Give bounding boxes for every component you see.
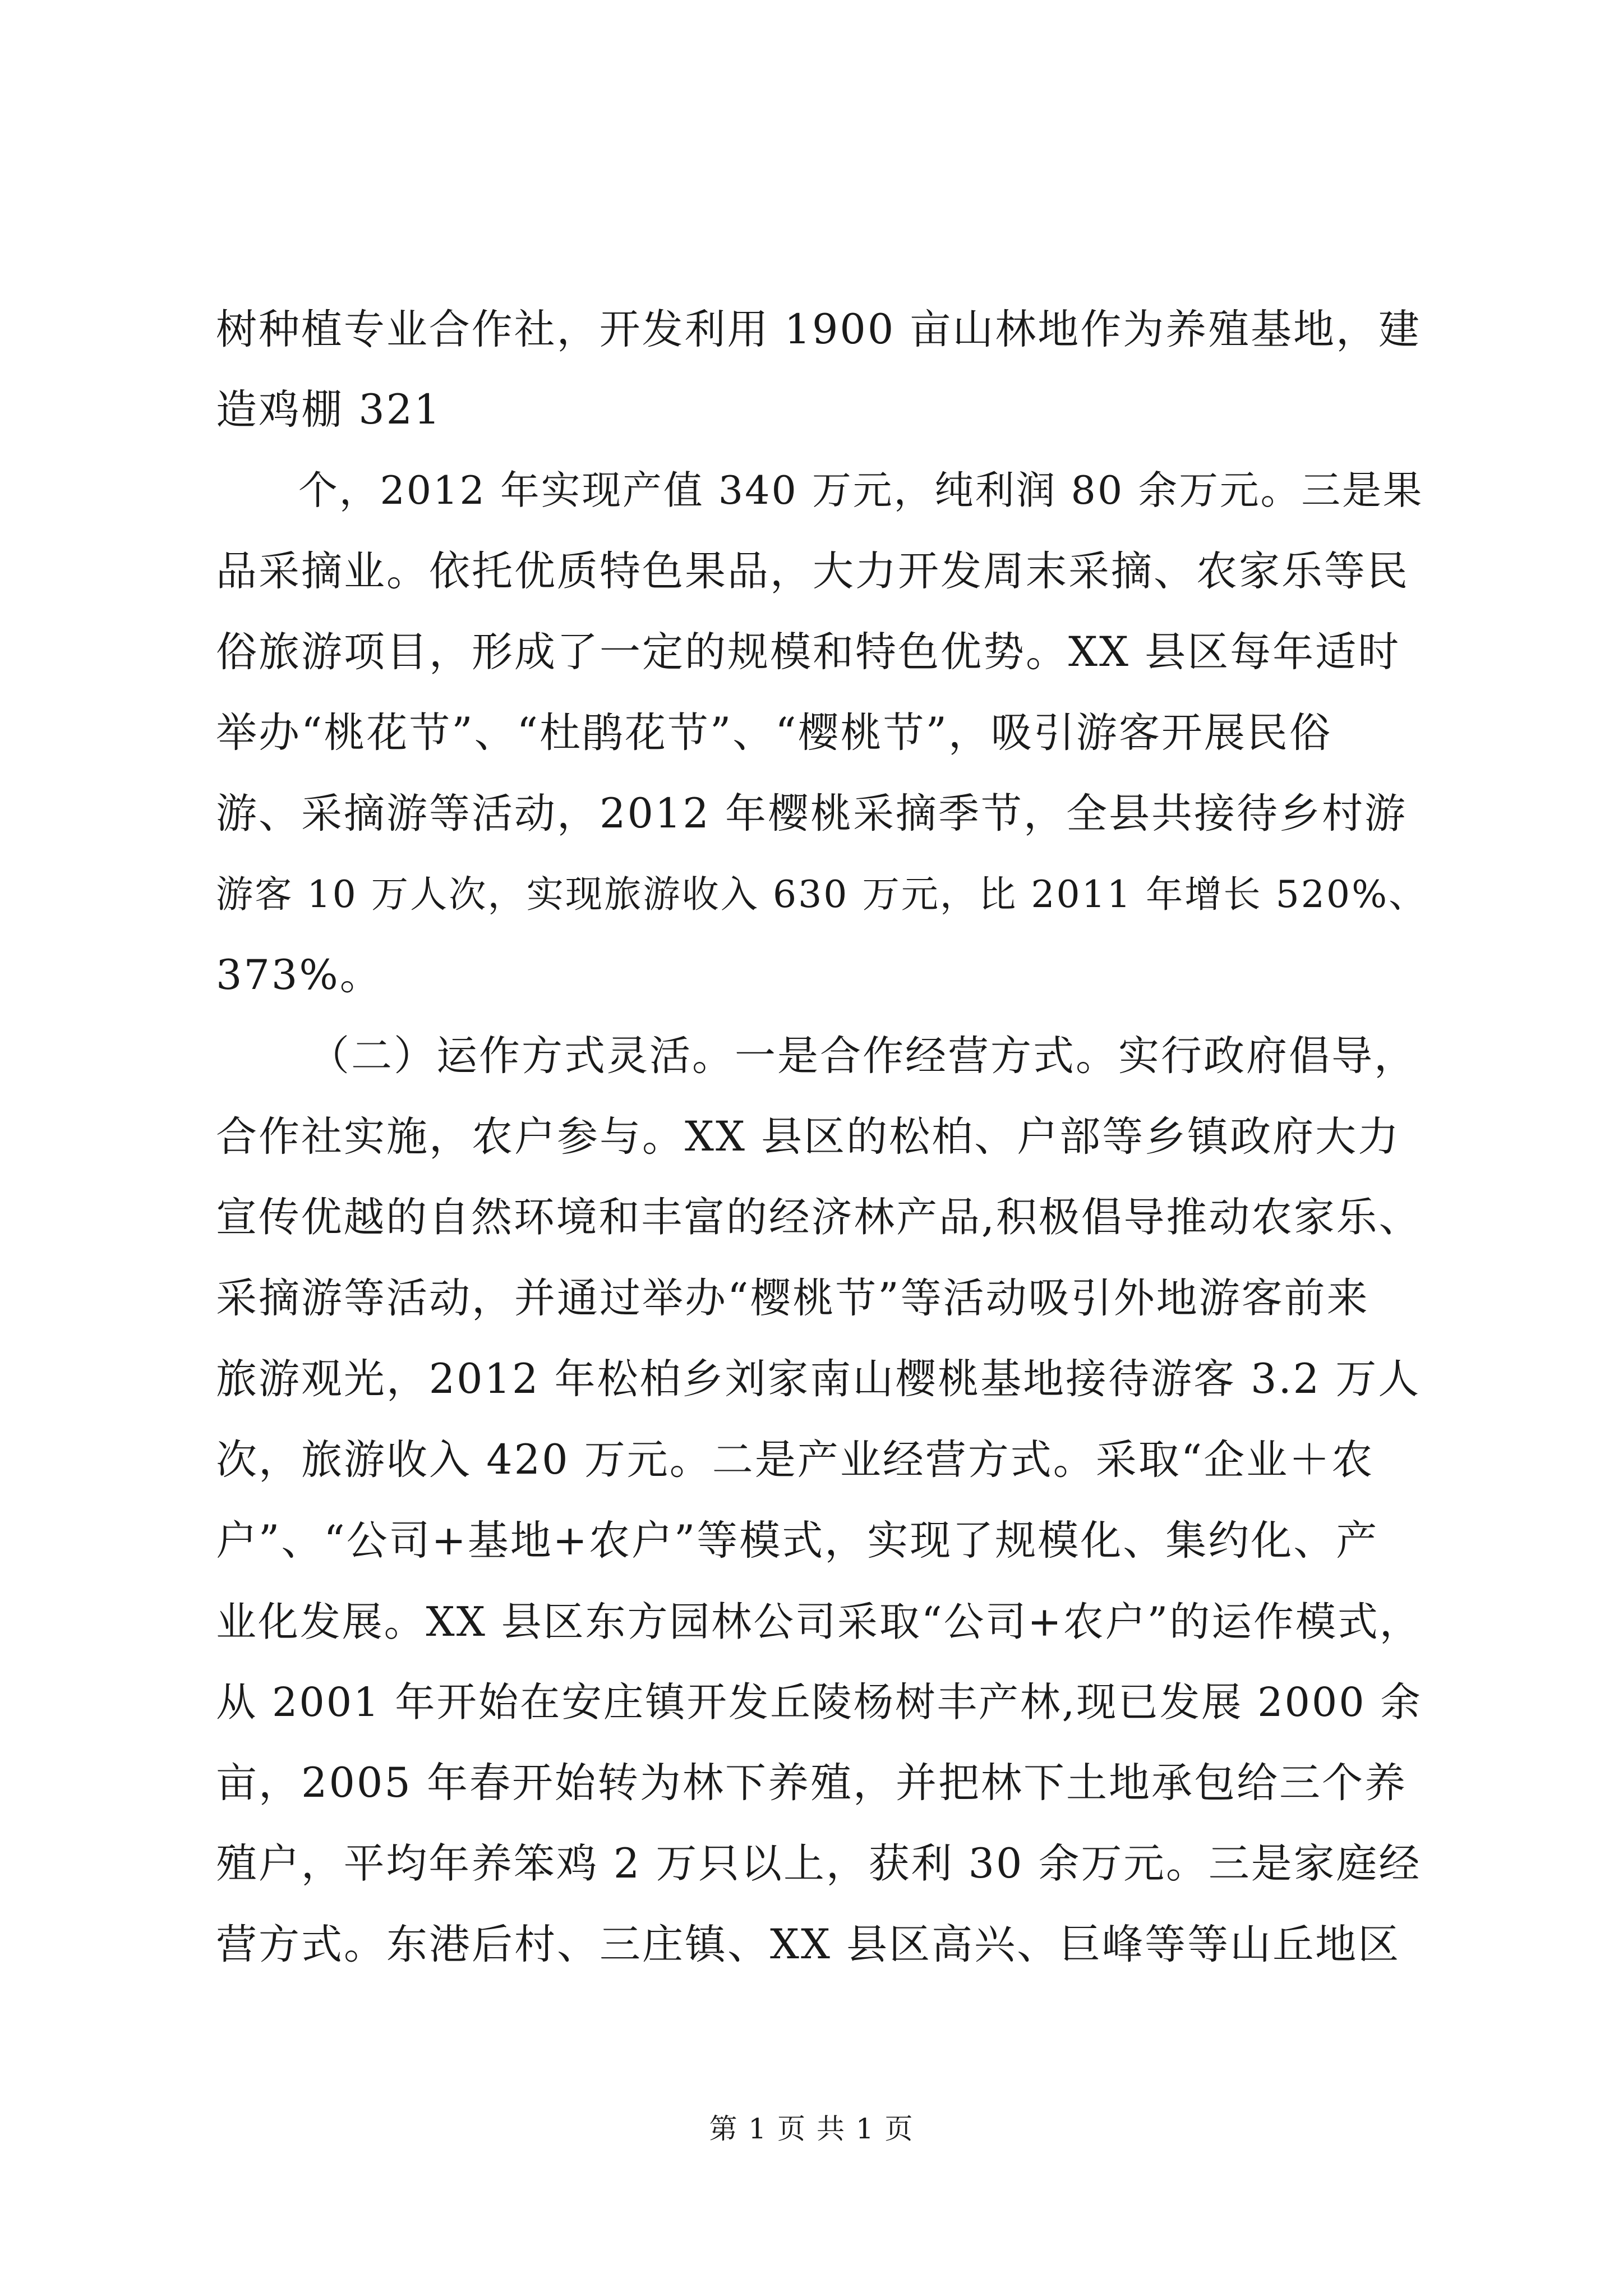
text-line-1: 树种植专业合作社，开发利用 1900 亩山林地作为养殖基地，建 [216,306,1421,353]
page-number-footer: 第 1 页 共 1 页 [709,2113,914,2145]
text-line-20: 殖户，平均年养笨鸡 2 万只以上，获利 30 余万元。三是家庭经 [216,1840,1422,1888]
text-line-16: 户”、“公司+基地+农户”等模式，实现了规模化、集约化、产 [216,1517,1379,1565]
text-line-2: 造鸡棚 321 [216,386,442,434]
text-line-5: 俗旅游项目，形成了一定的规模和特色优势。XX 县区每年适时 [216,628,1401,676]
text-line-6: 举办“桃花节”、“杜鹃花节”、“樱桃节”，吸引游客开展民俗 [216,709,1332,757]
text-line-4: 品采摘业。依托优质特色果品，大力开发周末采摘、农家乐等民 [216,547,1409,595]
text-line-14: 旅游观光，2012 年松柏乡刘家南山樱桃基地接待游客 3.2 万人 [216,1355,1421,1403]
text-line-9: 373%。 [216,951,382,999]
text-line-19: 亩，2005 年春开始转为林下养殖，并把林下土地承包给三个养 [216,1759,1407,1807]
text-line-7: 游、采摘游等活动，2012 年樱桃采摘季节，全县共接待乡村游 [216,790,1407,838]
text-line-12: 宣传优越的自然环境和丰富的经济林产品,积极倡导推动农家乐、 [216,1194,1422,1241]
text-line-15: 次，旅游收入 420 万元。二是产业经营方式。采取“企业＋农 [216,1436,1375,1484]
text-line-8: 游客 10 万人次，实现旅游收入 630 万元，比 2011 年增长 520%、 [216,873,1428,916]
text-line-21: 营方式。东港后村、三庄镇、XX 县区高兴、巨峰等等山丘地区 [216,1921,1401,1968]
text-line-11: 合作社实施，农户参与。XX 县区的松柏、户部等乡镇政府大力 [216,1113,1401,1161]
text-line-13: 采摘游等活动，并通过举办“樱桃节”等活动吸引外地游客前来 [216,1274,1370,1322]
text-line-18: 从 2001 年开始在安庄镇开发丘陵杨树丰产林,现已发展 2000 余 [216,1679,1422,1726]
text-line-17: 业化发展。XX 县区东方园林公司采取“公司+农户”的运作模式， [216,1598,1422,1645]
text-line-10: （二）运作方式灵活。一是合作经营方式。实行政府倡导， [308,1032,1417,1080]
text-line-3: 个，2012 年实现产值 340 万元，纯利润 80 余万元。三是果 [298,468,1424,513]
